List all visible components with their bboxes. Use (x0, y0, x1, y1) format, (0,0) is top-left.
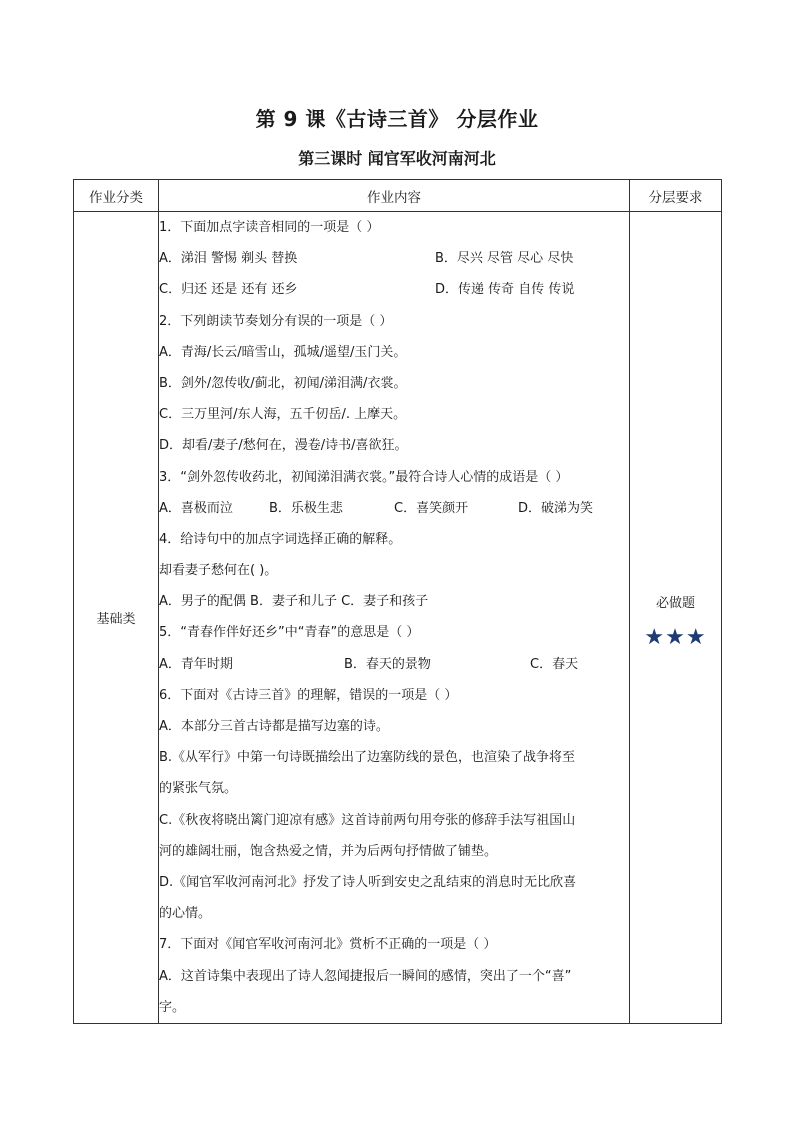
option-5c: C．春天 (530, 656, 579, 672)
option-6c-line2: 河的雄阔壮丽，饱含热爱之情，并为后两句抒情做了铺垫。 (159, 843, 498, 859)
question-1-options-ab (159, 243, 629, 274)
page-subtitle: 第三课时 闻官军收河南河北 (298, 149, 496, 168)
question-6: 6．下面对《古诗三首》的理解，错误的一项是（ ） (159, 687, 458, 703)
option-1c: C．归还 还是 还有 还乡 (159, 282, 298, 298)
option-5a: A．青年时期 (159, 656, 233, 672)
homework-table (73, 179, 722, 1024)
option-1a: A．涕泪 警惕 剃头 替换 (159, 251, 298, 267)
question-5: 5．“青春作伴好还乡”中“青春”的意思是（ ） (159, 625, 420, 641)
question-5-options (159, 649, 629, 680)
content-cell (159, 212, 630, 1024)
option-5b: B．春天的景物 (344, 656, 431, 672)
three-star-icon: ★★★ (644, 625, 707, 651)
category-cell: 基础类 (74, 212, 159, 1024)
option-7a-line2: 字。 (159, 999, 186, 1015)
question-4-sentence: 却看妻子愁何在( )。 (159, 563, 278, 579)
option-6d-line1: D.《闻官军收河南河北》抒发了诗人听到安史之乱结束的消息时无比欣喜 (159, 874, 577, 890)
header-category: 作业分类 (74, 180, 159, 212)
question-4-options: A．男子的配偶 B．妻子和儿子 C．妻子和孩子 (159, 594, 429, 610)
option-7a-line1: A．这首诗集中表现出了诗人忽闻捷报后一瞬间的感情，突出了一个“喜” (159, 968, 572, 984)
option-6c-line1: C.《秋夜将晓出篱门迎凉有感》这首诗前两句用夸张的修辞手法写祖国山 (159, 812, 576, 828)
option-2b: B．剑外/忽传收/蓟北，初闻/涕泪满/衣裳。 (159, 375, 407, 391)
requirement-label: 必做题 (655, 596, 695, 612)
option-3d: D．破涕为笑 (518, 500, 594, 516)
page-title: 第 9 课《古诗三首》 分层作业 (255, 107, 539, 131)
requirement-cell (630, 212, 722, 1024)
option-3b: B．乐极生悲 (269, 500, 343, 516)
option-2d: D．却看/妻子/愁何在，漫卷/诗书/喜欲狂。 (159, 438, 408, 454)
option-3c: C．喜笑颜开 (394, 500, 469, 516)
option-1b: B．尽兴 尽管 尽心 尽快 (435, 251, 574, 267)
option-1d: D．传递 传奇 自传 传说 (435, 282, 575, 298)
option-3a: A．喜极而泣 (159, 500, 233, 516)
question-2: 2．下列朗读节奏划分有误的一项是（ ） (159, 313, 393, 329)
option-6b-line2: 的紧张气氛。 (159, 781, 238, 797)
header-content: 作业内容 (159, 180, 630, 212)
question-4: 4．给诗句中的加点字词选择正确的解释。 (159, 531, 402, 547)
header-requirement: 分层要求 (630, 180, 722, 212)
table-header-row (74, 180, 722, 212)
option-6b-line1: B.《从军行》中第一句诗既描绘出了边塞防线的景色，也渲染了战争将至 (159, 750, 576, 766)
question-1: 1．下面加点字读音相同的一项是（ ） (159, 220, 380, 235)
option-6d-line2: 的心情。 (159, 906, 212, 922)
option-6a: A．本部分三首古诗都是描写边塞的诗。 (159, 719, 389, 734)
option-2c: C．三万里河/东人海，五千仞岳/. 上摩天。 (159, 407, 407, 423)
table-row (74, 212, 722, 1024)
question-1-options-cd (159, 274, 629, 305)
question-3: 3．“剑外忽传收药北，初闻涕泪满衣裳。”最符合诗人心情的成语是（ ） (159, 469, 569, 485)
question-7: 7．下面对《闻官军收河南河北》赏析不正确的一项是（ ） (159, 937, 497, 953)
question-3-options (159, 493, 629, 524)
option-2a: A．青海/长云/暗雪山，孤城/遥望/玉门关。 (159, 344, 407, 360)
